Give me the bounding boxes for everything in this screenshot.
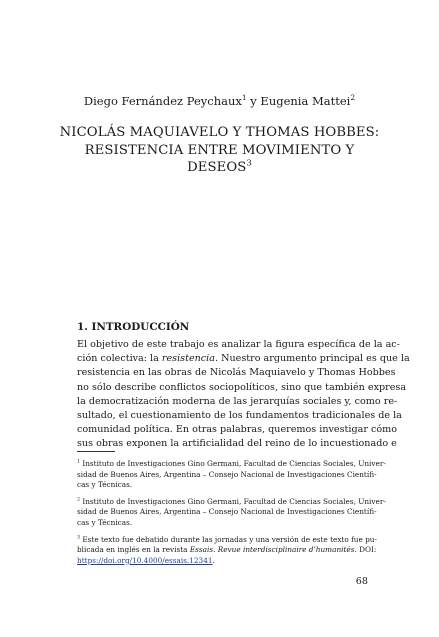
page-number: 68 [355,576,368,587]
footnote-1-mark: 1 [77,459,81,465]
footnote-3-end: . [212,555,215,565]
article-title [40,124,399,177]
footnote-ref-1[interactable]: 1 [241,93,247,103]
author-1: Diego Fernández Peychaux [83,94,242,108]
title-line-3 [40,159,399,177]
footnote-1-text-1: Instituto de Investigaciones Gino Germani, Facultad de Ciencias Sociales, Univer- [82,459,386,468]
footnote-divider [77,451,115,452]
body-line-7: comunidad política. En otras palabras, queremos investigar cómo [77,424,397,436]
body-line-2 [77,352,410,366]
footnote-3-journal: Essais. Revue interdisciplinaire d’humanités. [189,545,357,555]
body-line-4: no sólo describe conflictos sociopolíticos, sino que también expresa [77,381,407,393]
footnotes [77,459,386,572]
footnote-1-line-1 [77,459,386,470]
author-2: Eugenia Mattei [260,94,351,108]
title-line-1: NICOLÁS MAQUIAVELO Y THOMAS HOBBES: [59,125,380,140]
footnote-3-text-2a: blicada en inglés en la revista [77,545,188,555]
footnote-1 [77,459,386,491]
title-line-2: RESISTENCIA ENTRE MOVIMIENTO Y [84,142,355,158]
section-heading: 1. INTRODUCCIÓN [77,321,190,333]
body-line-6: sultado, el cuestionamiento de los fundamentos tradicionales de la [77,410,402,422]
footnote-2-line-3: cas y Técnicas. [77,517,133,527]
footnote-ref-2[interactable]: 2 [350,93,356,103]
title-line-3-text: DESEOS [187,160,247,175]
footnote-1-line-3: cas y Técnicas. [77,480,133,490]
footnote-2-mark: 2 [77,497,81,503]
footnote-3-line-1 [77,534,377,546]
doi-link[interactable]: https://doi.org/10.4000/essais.12341 [77,555,213,565]
footnote-2-line-1 [77,496,386,508]
body-line-5: la democratización moderna de las jerarquías sociales y, como re- [77,395,398,407]
authors-line [0,94,439,108]
author-conjunction: y [250,94,257,108]
footnote-ref-3[interactable]: 3 [246,158,252,169]
footnote-2-text-1: Instituto de Investigaciones Gino Germani, Facultad de Ciencias Sociales, Univer- [82,496,386,506]
body-line-8: sus obras exponen la artificialidad del reino de lo incuestionado e [77,438,397,450]
body-paragraph [77,338,410,452]
footnote-1-line-2: sidad de Buenos Aires, Argentina – Consejo Nacional de Investigaciones Científi- [77,469,377,479]
body-emphasis-resistencia: resistencia [161,353,215,365]
footnote-3-text-1: Este texto fue debatido durante las jornadas y una versión de este texto fue pu- [82,534,377,544]
footnote-2 [77,496,386,529]
body-line-1: El objetivo de este trabajo es analizar la figura específica de la ac- [77,339,400,350]
footnote-3-line-3 [77,556,368,567]
body-line-2-a: ción colectiva: la [77,353,159,365]
footnote-3 [77,534,377,567]
body-line-2-b: . Nuestro argumento principal es que la [214,353,410,365]
footnote-3-line-2 [77,545,377,556]
body-line-3: resistencia en las obras de Nicolás Maquiavelo y Thomas Hobbes [77,367,396,379]
footnote-3-mark: 3 [77,535,81,541]
footnote-3-text-2b: DOI: [359,545,377,555]
footnote-2-line-2: sidad de Buenos Aires, Argentina – Consejo Nacional de Investigaciones Científi- [77,507,377,517]
